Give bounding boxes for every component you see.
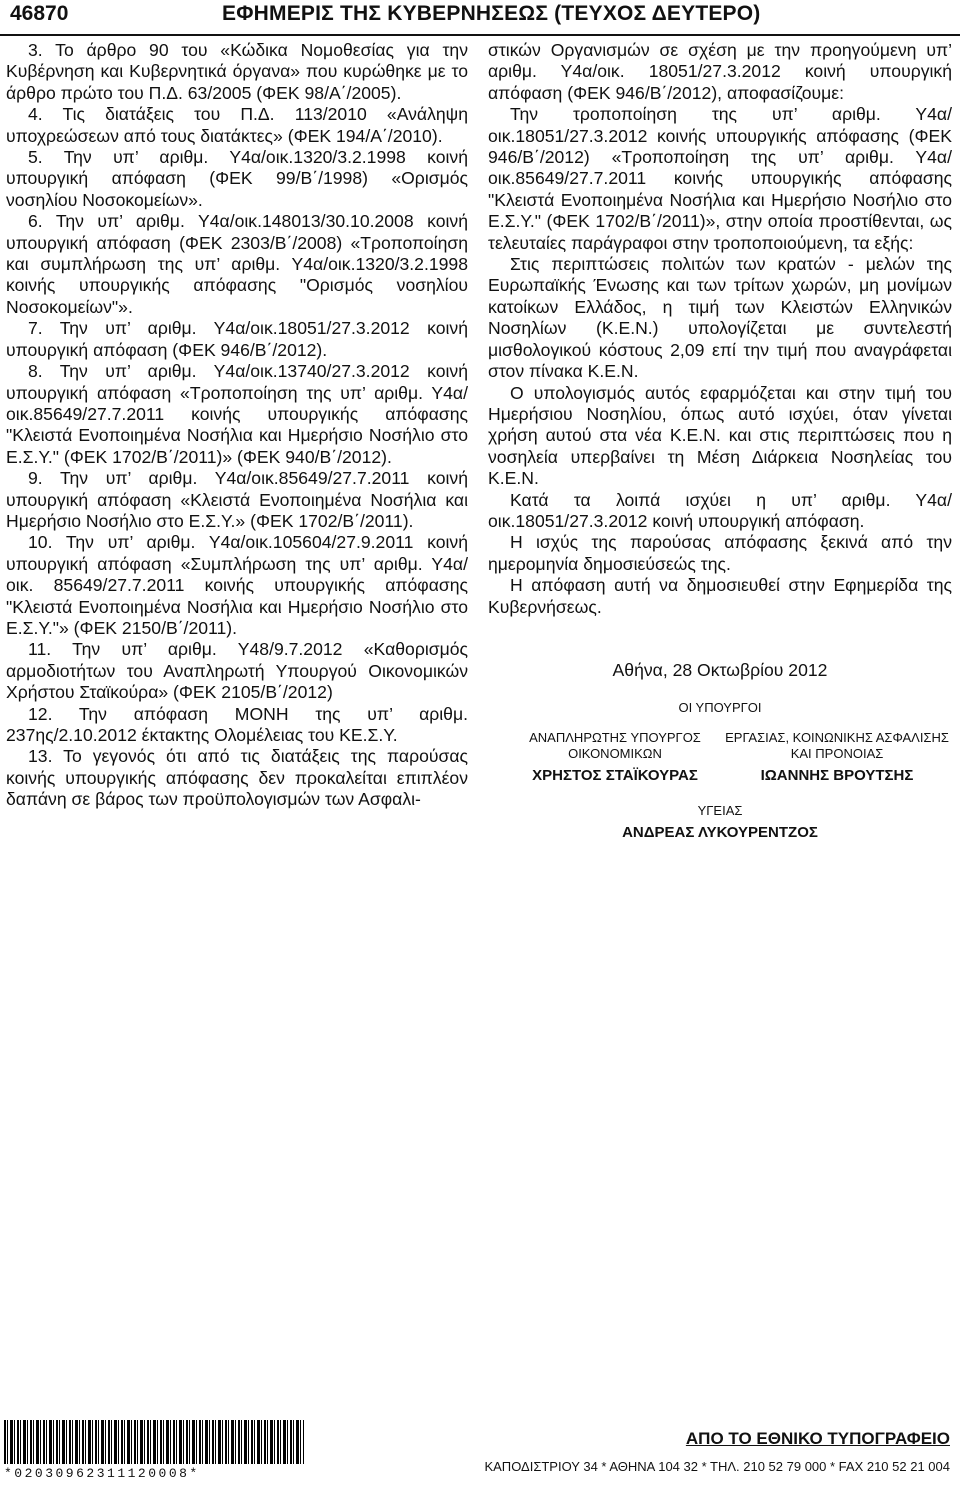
paragraph: Η ισχύς της παρούσας απόφασης ξεκινά από την ημερομηνία δημοσιεύσεώς της.: [488, 532, 952, 574]
page-number: 46870: [10, 2, 69, 25]
continued-paragraph: στικών Οργανισμών σε σχέση με την προηγούμενη υπ’ αριθμ. Υ4α/οικ. 18051/27.3.2012 κοινή υπουργική απόφαση (ΦΕΚ 946/Β΄/2012), αποφασίζουμε:: [488, 40, 952, 103]
printer-name: ΑΠΟ ΤΟ ΕΘΝΙΚΟ ΤΥΠΟΓΡΑΦΕΙΟ: [685, 1429, 950, 1448]
paragraph: Κατά τα λοιπά ισχύει η υπ’ αριθμ. Υ4α/οικ.18051/27.3.2012 κοινή υπουργική απόφαση.: [488, 489, 952, 531]
ministers-heading: ΟΙ ΥΠΟΥΡΓΟΙ: [678, 700, 762, 715]
paragraph: Στις περιπτώσεις πολιτών των κρατών - μελών της Ευρωπαϊκής Ένωσης και των τρίτων χωρών, μη μονίμων κατοίκων Ελλάδος, η τιμή των Κλειστών Ελληνικών Νοσηλίων (Κ.Ε.Ν.) υπολογίζεται με συντελεστή μισθολογικού κόστους 2,09 επί την τιμή που αναγράφεται στον πίνακα Κ.Ε.Ν.: [488, 254, 952, 382]
minister1-title-line1: ΑΝΑΠΛΗΡΩΤΗΣ ΥΠΟΥΡΓΟΣ: [529, 730, 701, 745]
paragraph: 3. Το άρθρο 90 του «Κώδικα Νομοθεσίας για την Κυβέρνηση και Κυβερνητικά όργανα» που κυρώθηκε με το άρθρο πρώτο του Π.Δ. 63/2005 (ΦΕΚ 98/Α΄/2005).: [6, 40, 468, 103]
paragraph: 7. Την υπ’ αριθμ. Υ4α/οικ.18051/27.3.2012 κοινή υπουργική απόφαση (ΦΕΚ 946/Β΄/2012).: [6, 318, 468, 360]
minister2-title-line2: ΚΑΙ ΠΡΟΝΟΙΑΣ: [790, 746, 884, 761]
paragraph: 4. Τις διατάξεις του Π.Δ. 113/2010 «Ανάληψη υποχρεώσεων από τους διατάκτες» (ΦΕΚ 194/Α΄/2010).: [6, 104, 468, 146]
page-header: [0, 0, 960, 36]
paragraph: 9. Την υπ’ αριθμ. Υ4α/οικ.85649/27.7.2011 κοινή υπουργική απόφαση «Κλειστά Ενοποιημένα Νοσήλια και Ημερήσιο Νοσήλιο στο Ε.Σ.Υ.» (ΦΕΚ 1702/Β΄/2011).: [6, 468, 468, 531]
right-column: [488, 40, 952, 618]
gazette-title: ΕΦΗΜΕΡΙΣ ΤΗΣ ΚΥΒΕΡΝΗΣΕΩΣ (ΤΕΥΧΟΣ ΔΕΥΤΕΡΟ): [222, 2, 761, 25]
minister2-name: ΙΩΑΝΝΗΣ ΒΡΟΥΤΣΗΣ: [760, 767, 914, 784]
minister2-title-line1: ΕΡΓΑΣΙΑΣ, ΚΟΙΝΩΝΙΚΗΣ ΑΣΦΑΛΙΣΗΣ: [725, 730, 949, 745]
paragraph: Την τροποποίηση της υπ’ αριθμ. Υ4α/οικ.18051/27.3.2012 κοινής υπουργικής απόφασης (ΦΕΚ 946/Β΄/2012) «Τροποποίηση της υπ’ αριθμ. Υ4α/οικ.85649/27.7.2011 κοινής υπουργικής απόφασης "Κλειστά Ενοποιημένα Νοσήλια και Ημερήσιο Νοσήλιο στο Ε.Σ.Υ." (ΦΕΚ 1702/Β΄/2011)», στην οποία προστίθενται, ως τελευταίες παράγραφοι στην τροποποιούμενη, τα εξής:: [488, 104, 952, 253]
paragraph: 5. Την υπ’ αριθμ. Υ4α/οικ.1320/3.2.1998 κοινή υπουργική απόφαση (ΦΕΚ 99/Β΄/1998) «Ορισμός νοσηλίου Νοσοκομείων».: [6, 147, 468, 210]
minister1-name: ΧΡΗΣΤΟΣ ΣΤΑΪΚΟΥΡΑΣ: [532, 767, 698, 784]
paragraph: 8. Την υπ’ αριθμ. Υ4α/οικ.13740/27.3.2012 κοινή υπουργική απόφαση «Τροποποίηση της υπ’ αριθμ. Υ4α/οικ.85649/27.7.2011 κοινής υπουργικής απόφασης "Κλειστά Ενοποιημένα Νοσήλια και Ημερήσιο Νοσήλιο στο Ε.Σ.Υ." (ΦΕΚ 1702/Β΄/2011)» (ΦΕΚ 940/Β΄/2012).: [6, 361, 468, 467]
minister1-title-line2: ΟΙΚΟΝΟΜΙΚΩΝ: [568, 746, 662, 761]
paragraph: 13. Το γεγονός ότι από τις διατάξεις της παρούσας κοινής υπουργικής απόφασης δεν προκαλείται επιπλέον δαπάνη σε βάρος των προϋπολογισμών των Ασφαλι-: [6, 746, 468, 810]
barcode-number: *02030962311120008*: [4, 1466, 200, 1481]
paragraph: 12. Την απόφαση ΜΟΝΗ της υπ’ αριθμ. 237ης/2.10.2012 έκτακτης Ολομέλειας του ΚΕ.Σ.Υ.: [6, 703, 468, 745]
place-date: Αθήνα, 28 Οκτωβρίου 2012: [612, 660, 828, 680]
paragraph: 10. Την υπ’ αριθμ. Υ4α/οικ.105604/27.9.2011 κοινή υπουργική απόφαση «Συμπλήρωση της υπ’ αριθμ. Υ4α/οικ. 85649/27.7.2011 κοινής υπουργικής απόφασης "Κλειστά Ενοποιημένα Νοσήλια και Ημερήσιο Νοσήλιο στο Ε.Σ.Υ."» (ΦΕΚ 2150/Β΄/2011).: [6, 532, 468, 638]
printer-address: ΚΑΠΟΔΙΣΤΡΙΟΥ 34 * ΑΘΗΝΑ 104 32 * ΤΗΛ. 210 52 79 000 * FAX 210 52 21 004: [484, 1459, 950, 1474]
minister3-name: ΑΝΔΡΕΑΣ ΛΥΚΟΥΡΕΝΤΖΟΣ: [622, 824, 818, 841]
left-column: [6, 40, 468, 811]
paragraph: Ο υπολογισμός αυτός εφαρμόζεται και στην τιμή του Ημερήσιου Νοσηλίου, όπως αυτό ισχύει, όταν γίνεται χρήση αυτού στα νέα Κ.Ε.Ν. και στις περιπτώσεις που η νοσηλεία υπερβαίνει τη Μέση Διάρκεια Νοσηλείας του Κ.Ε.Ν.: [488, 382, 952, 489]
minister3-title: ΥΓΕΙΑΣ: [697, 803, 743, 818]
paragraph: 11. Την υπ’ αριθμ. Υ48/9.7.2012 «Καθορισμός αρμοδιοτήτων του Αναπληρωτή Υπουργού Οικονομικών Χρήστου Σταϊκούρα» (ΦΕΚ 2105/Β΄/2012): [6, 639, 468, 703]
paragraph: Η απόφαση αυτή να δημοσιευθεί στην Εφημερίδα της Κυβερνήσεως.: [488, 575, 952, 617]
paragraph: 6. Την υπ’ αριθμ. Υ4α/οικ.148013/30.10.2008 κοινή υπουργική απόφαση (ΦΕΚ 2303/Β΄/2008) «Τροποποίηση και συμπλήρωση της υπ’ αριθμ. Υ4α/οικ.1320/3.2.1998 κοινής υπουργικής απόφασης "Ορισμός νοσηλίου Νοσοκομείων"».: [6, 211, 468, 317]
barcode: [4, 1420, 304, 1464]
